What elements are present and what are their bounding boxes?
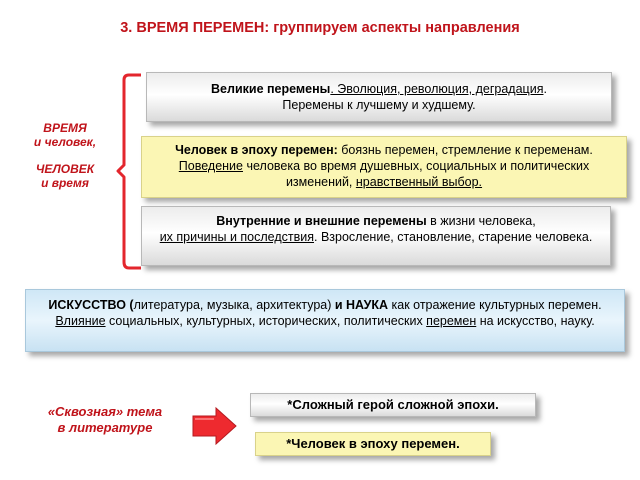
art-science-box: ИСКУССТВО (литература, музыка, архитектура) и НАУКА как отражение культурных перемен. Влияние социальных, культурных, исторических, политических перемен на искусство, науку. <box>25 289 625 352</box>
complex-hero-box: *Сложный герой сложной эпохи. <box>250 393 536 417</box>
page-title: 3. ВРЕМЯ ПЕРЕМЕН: группируем аспекты направления <box>120 20 520 36</box>
cross-theme-label: «Сквозная» тема в литературе <box>47 404 163 435</box>
person-era-theme-box: *Человек в эпоху перемен. <box>255 432 491 456</box>
arrow-right-icon <box>193 408 236 444</box>
inner-outer-changes-box: Внутренние и внешние перемены в жизни человека, их причины и последствия. Взросление, становление, старение человека. <box>141 206 611 266</box>
great-changes-box: Великие перемены. Эволюция, революция, деградация. Перемены к лучшему и худшему. <box>146 72 612 122</box>
person-in-era-box: Человек в эпоху перемен: боязнь перемен, стремление к переменам. Поведение человека во время душевных, социальных и политических изменений, нравственный выбор. <box>141 136 627 198</box>
time-and-person-label: ВРЕМЯ и человек, ЧЕЛОВЕК и время <box>33 121 97 190</box>
bracket <box>118 75 141 268</box>
